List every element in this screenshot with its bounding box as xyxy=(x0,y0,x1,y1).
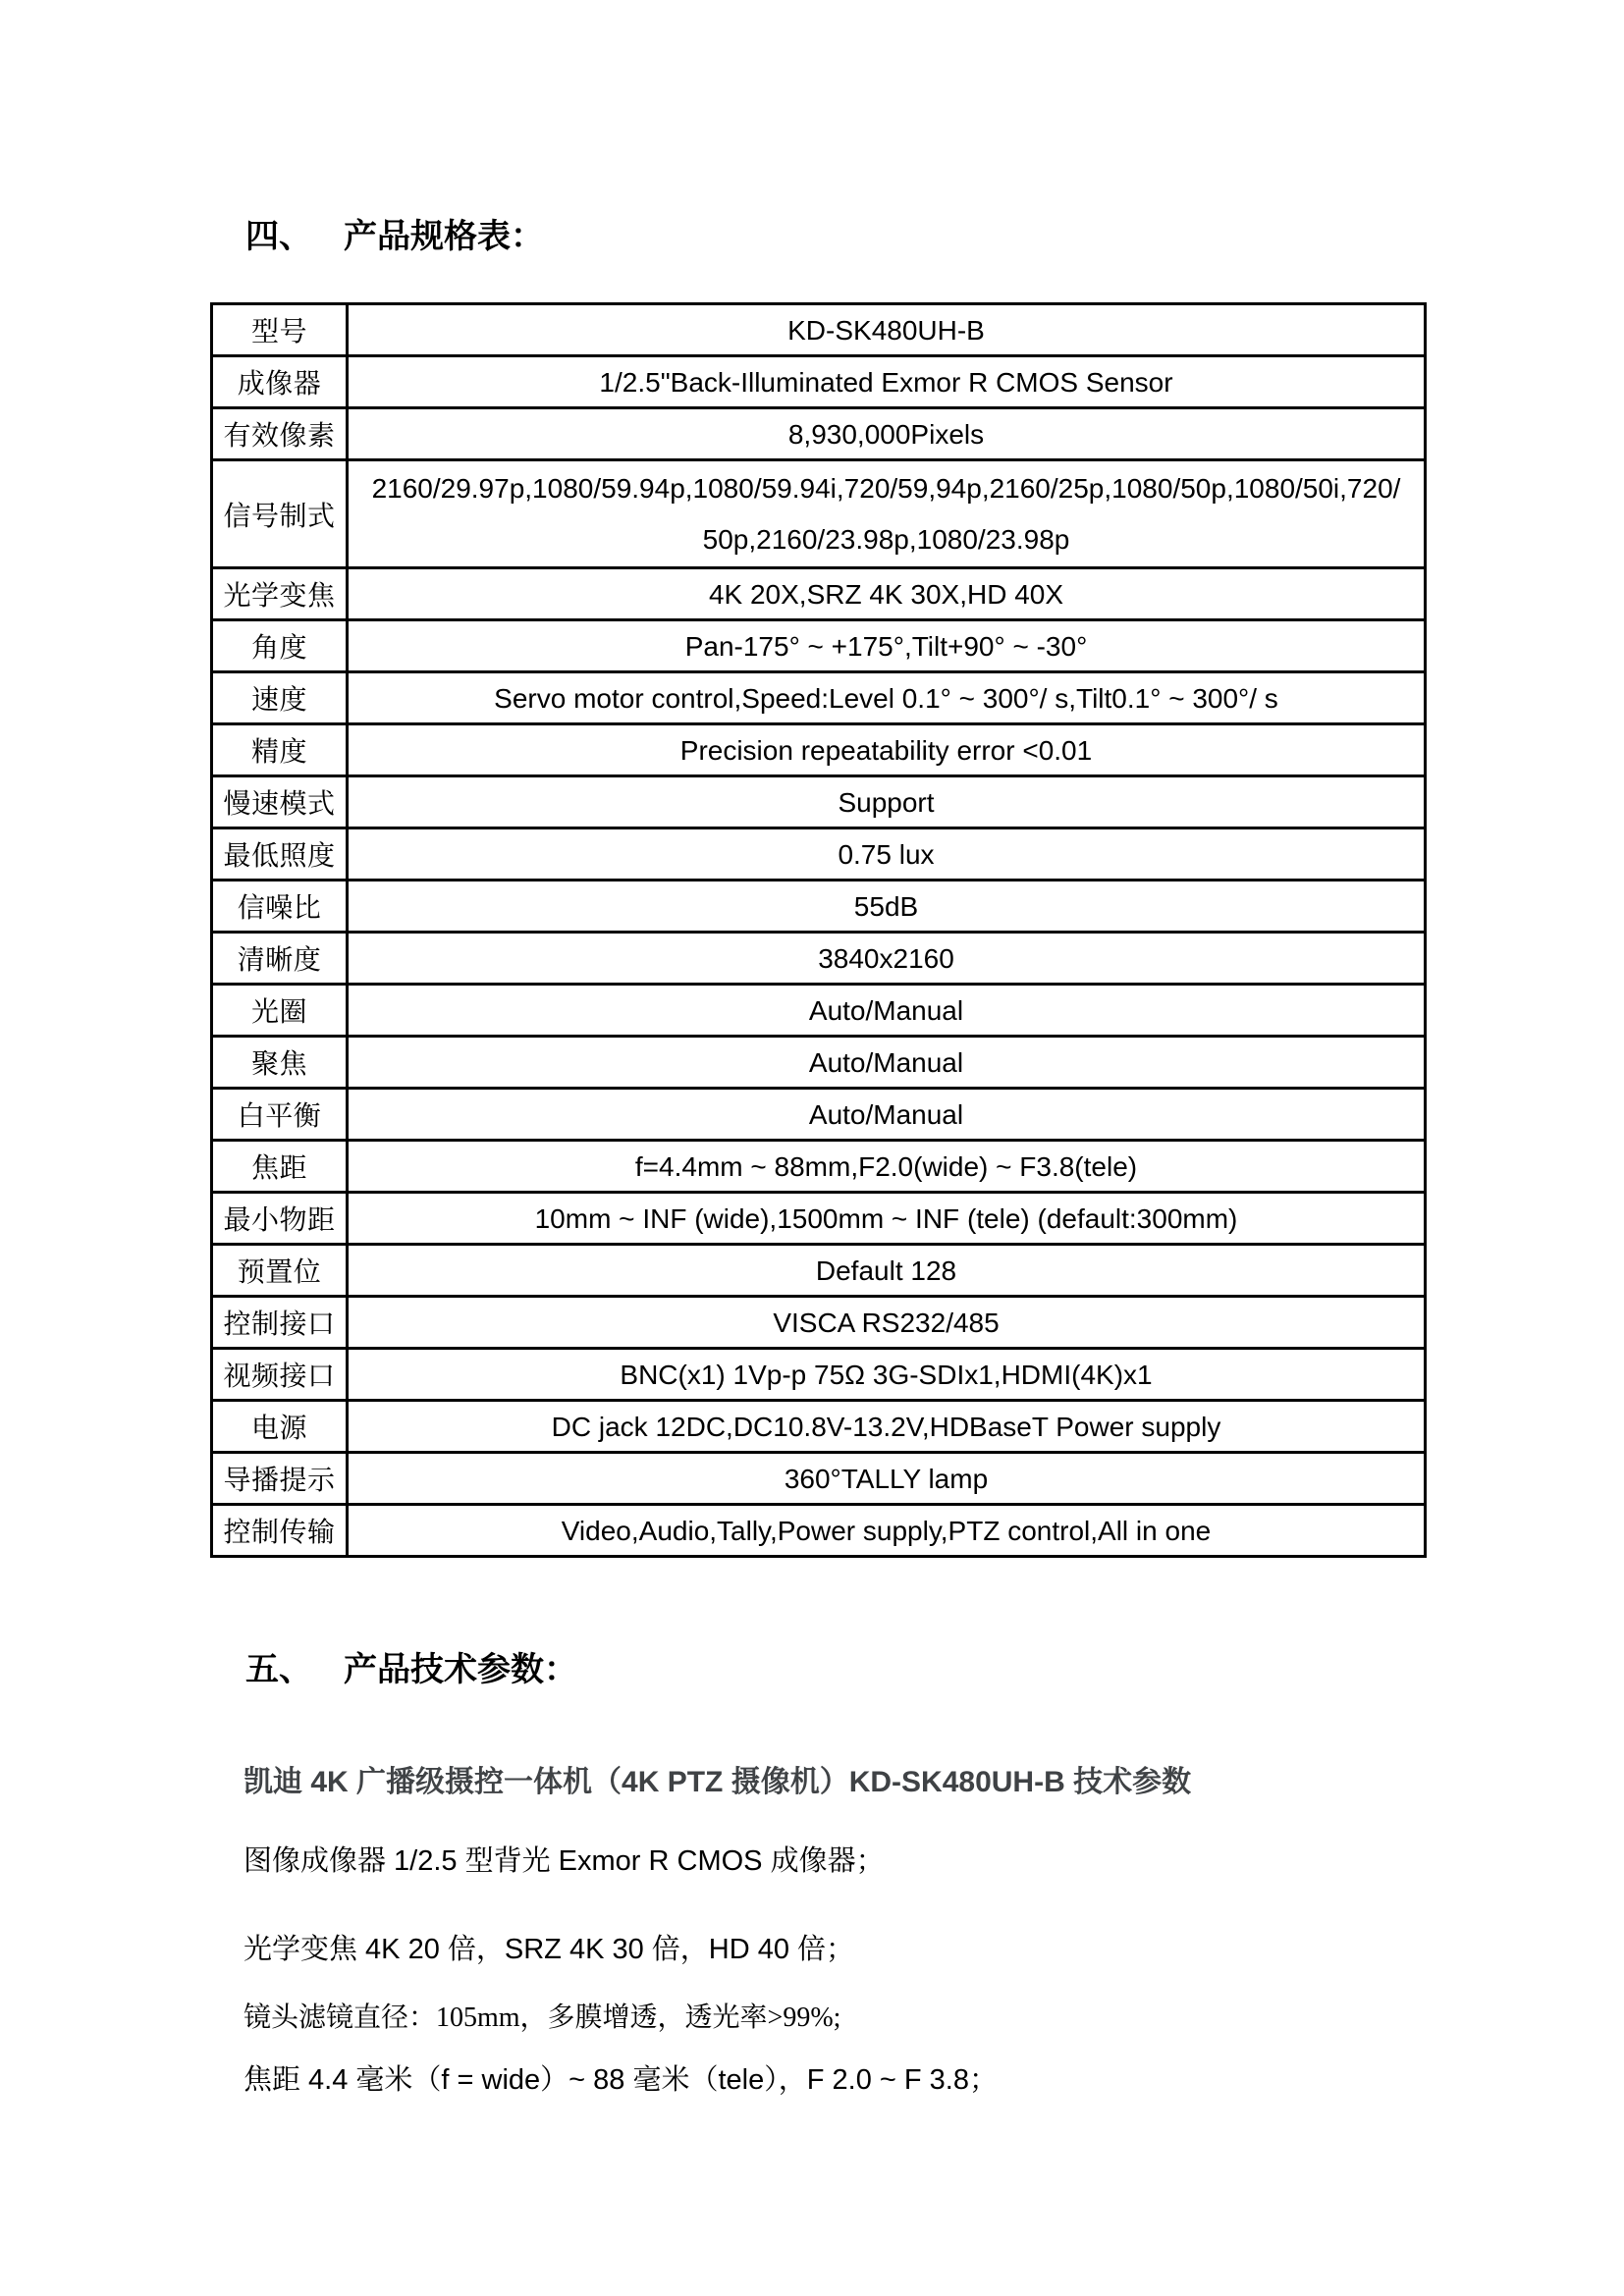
table-row xyxy=(212,1297,1426,1349)
row-label: 慢速模式 xyxy=(212,776,348,828)
table-row xyxy=(212,408,1426,460)
row-value xyxy=(348,776,1426,828)
table-row xyxy=(212,568,1426,620)
row-label: 最低照度 xyxy=(212,828,348,881)
row-label: 清晰度 xyxy=(212,933,348,985)
param-line-sensor: 图像成像器 1/2.5 型背光 Exmor R CMOS 成像器； xyxy=(244,1845,885,1877)
row-value-line: Video,Audio,Tally,Power supply,PTZ control,All in one xyxy=(561,1515,1212,1546)
section-title: 产品规格表： xyxy=(344,218,544,255)
row-value xyxy=(348,460,1426,568)
row-label: 精度 xyxy=(212,724,348,776)
row-label: 聚焦 xyxy=(212,1037,348,1089)
row-value-line: 3840x2160 xyxy=(818,942,954,974)
row-value-line: DC jack 12DC,DC10.8V-13.2V,HDBaseT Power supply xyxy=(551,1411,1221,1442)
row-value-line: 10mm ~ INF (wide),1500mm ~ INF (tele) (default:300mm) xyxy=(534,1202,1238,1234)
param-line-focal: 焦距 4.4 毫米（f = wide）~ 88 毫米（tele），F 2.0 ~ F 3.8； xyxy=(244,2064,998,2096)
table-row xyxy=(212,1245,1426,1297)
row-value-line: 8,930,000Pixels xyxy=(787,418,985,450)
row-label: 有效像素 xyxy=(212,408,348,460)
section-title: 产品技术参数： xyxy=(344,1651,577,1688)
section-heading-tech-params xyxy=(245,1651,577,1689)
row-value xyxy=(348,1453,1426,1505)
row-label: 成像器 xyxy=(212,356,348,408)
tech-params-title: 凯迪 4K 广播级摄控一体机（4K PTZ 摄像机）KD-SK480UH-B 技术参数 xyxy=(244,1766,1192,1798)
table-row xyxy=(212,304,1426,356)
row-value-line: f=4.4mm ~ 88mm,F2.0(wide) ~ F3.8(tele) xyxy=(634,1150,1138,1182)
section-number: 四、 xyxy=(245,218,312,255)
table-row xyxy=(212,985,1426,1037)
row-value-line: 55dB xyxy=(853,890,919,922)
row-label: 控制传输 xyxy=(212,1505,348,1557)
row-label: 最小物距 xyxy=(212,1193,348,1245)
row-label: 导播提示 xyxy=(212,1453,348,1505)
row-value xyxy=(348,1401,1426,1453)
row-label: 光圈 xyxy=(212,985,348,1037)
table-row xyxy=(212,724,1426,776)
row-value xyxy=(348,1245,1426,1297)
row-label: 电源 xyxy=(212,1401,348,1453)
row-label: 角度 xyxy=(212,620,348,672)
row-value xyxy=(348,620,1426,672)
row-value xyxy=(348,1089,1426,1141)
table-row xyxy=(212,1193,1426,1245)
param-line-zoom: 光学变焦 4K 20 倍，SRZ 4K 30 倍，HD 40 倍； xyxy=(244,1934,855,1965)
row-label: 预置位 xyxy=(212,1245,348,1297)
row-label: 白平衡 xyxy=(212,1089,348,1141)
row-value-line: BNC(x1) 1Vp-p 75Ω 3G-SDIx1,HDMI(4K)x1 xyxy=(620,1359,1153,1390)
row-label: 光学变焦 xyxy=(212,568,348,620)
section-heading-spec-table xyxy=(245,218,544,256)
row-value-line: KD-SK480UH-B xyxy=(787,314,985,346)
row-value-line: 360°TALLY lamp xyxy=(784,1463,989,1494)
row-value xyxy=(348,724,1426,776)
table-row xyxy=(212,776,1426,828)
spec-table xyxy=(210,302,1427,1558)
row-label: 控制接口 xyxy=(212,1297,348,1349)
row-value xyxy=(348,1297,1426,1349)
row-value-line: Default 128 xyxy=(815,1255,957,1286)
row-value-line: Pan-175° ~ +175°,Tilt+90° ~ -30° xyxy=(684,630,1088,662)
row-value xyxy=(348,1193,1426,1245)
table-row xyxy=(212,828,1426,881)
row-value-line: Auto/Manual xyxy=(808,994,964,1026)
table-row xyxy=(212,1141,1426,1193)
table-row xyxy=(212,1037,1426,1089)
table-row xyxy=(212,620,1426,672)
row-label: 型号 xyxy=(212,304,348,356)
row-value-line: 4K 20X,SRZ 4K 30X,HD 40X xyxy=(708,578,1064,610)
row-value-line: Support xyxy=(838,786,935,818)
row-value-line: Servo motor control,Speed:Level 0.1° ~ 300°/ s,Tilt0.1° ~ 300°/ s xyxy=(494,682,1278,714)
row-value-line: 0.75 lux xyxy=(838,838,935,870)
table-row xyxy=(212,1349,1426,1401)
param-line-lens-filter: 镜头滤镜直径：105mm，多膜增透，透光率>99%; xyxy=(244,2002,841,2033)
section-number: 五、 xyxy=(245,1651,312,1688)
row-label: 信噪比 xyxy=(212,881,348,933)
table-row xyxy=(212,1089,1426,1141)
row-value xyxy=(348,1505,1426,1557)
table-row xyxy=(212,933,1426,985)
table-row xyxy=(212,672,1426,724)
row-value-line: Auto/Manual xyxy=(808,1046,964,1078)
row-value-line: Auto/Manual xyxy=(808,1098,964,1130)
table-row xyxy=(212,1453,1426,1505)
row-label: 速度 xyxy=(212,672,348,724)
table-row xyxy=(212,1401,1426,1453)
row-value xyxy=(348,881,1426,933)
row-value-line: VISCA RS232/485 xyxy=(773,1307,1000,1338)
row-value xyxy=(348,408,1426,460)
row-value xyxy=(348,985,1426,1037)
row-value xyxy=(348,933,1426,985)
row-value-line: 50p,2160/23.98p,1080/23.98p xyxy=(702,523,1070,555)
row-value xyxy=(348,1349,1426,1401)
row-value xyxy=(348,1141,1426,1193)
table-row xyxy=(212,356,1426,408)
row-value xyxy=(348,304,1426,356)
row-value xyxy=(348,672,1426,724)
row-value xyxy=(348,1037,1426,1089)
table-row xyxy=(212,1505,1426,1557)
row-value xyxy=(348,356,1426,408)
table-row xyxy=(212,881,1426,933)
row-value-line: 1/2.5"Back-Illuminated Exmor R CMOS Sensor xyxy=(599,366,1173,398)
row-value-line: 2160/29.97p,1080/59.94p,1080/59.94i,720/59,94p,2160/25p,1080/50p,1080/50i,720/ xyxy=(371,472,1401,504)
row-label: 焦距 xyxy=(212,1141,348,1193)
row-value xyxy=(348,568,1426,620)
row-label: 信号制式 xyxy=(212,460,348,568)
row-value-line: Precision repeatability error <0.01 xyxy=(679,734,1093,766)
row-value xyxy=(348,828,1426,881)
table-row xyxy=(212,460,1426,568)
row-label: 视频接口 xyxy=(212,1349,348,1401)
